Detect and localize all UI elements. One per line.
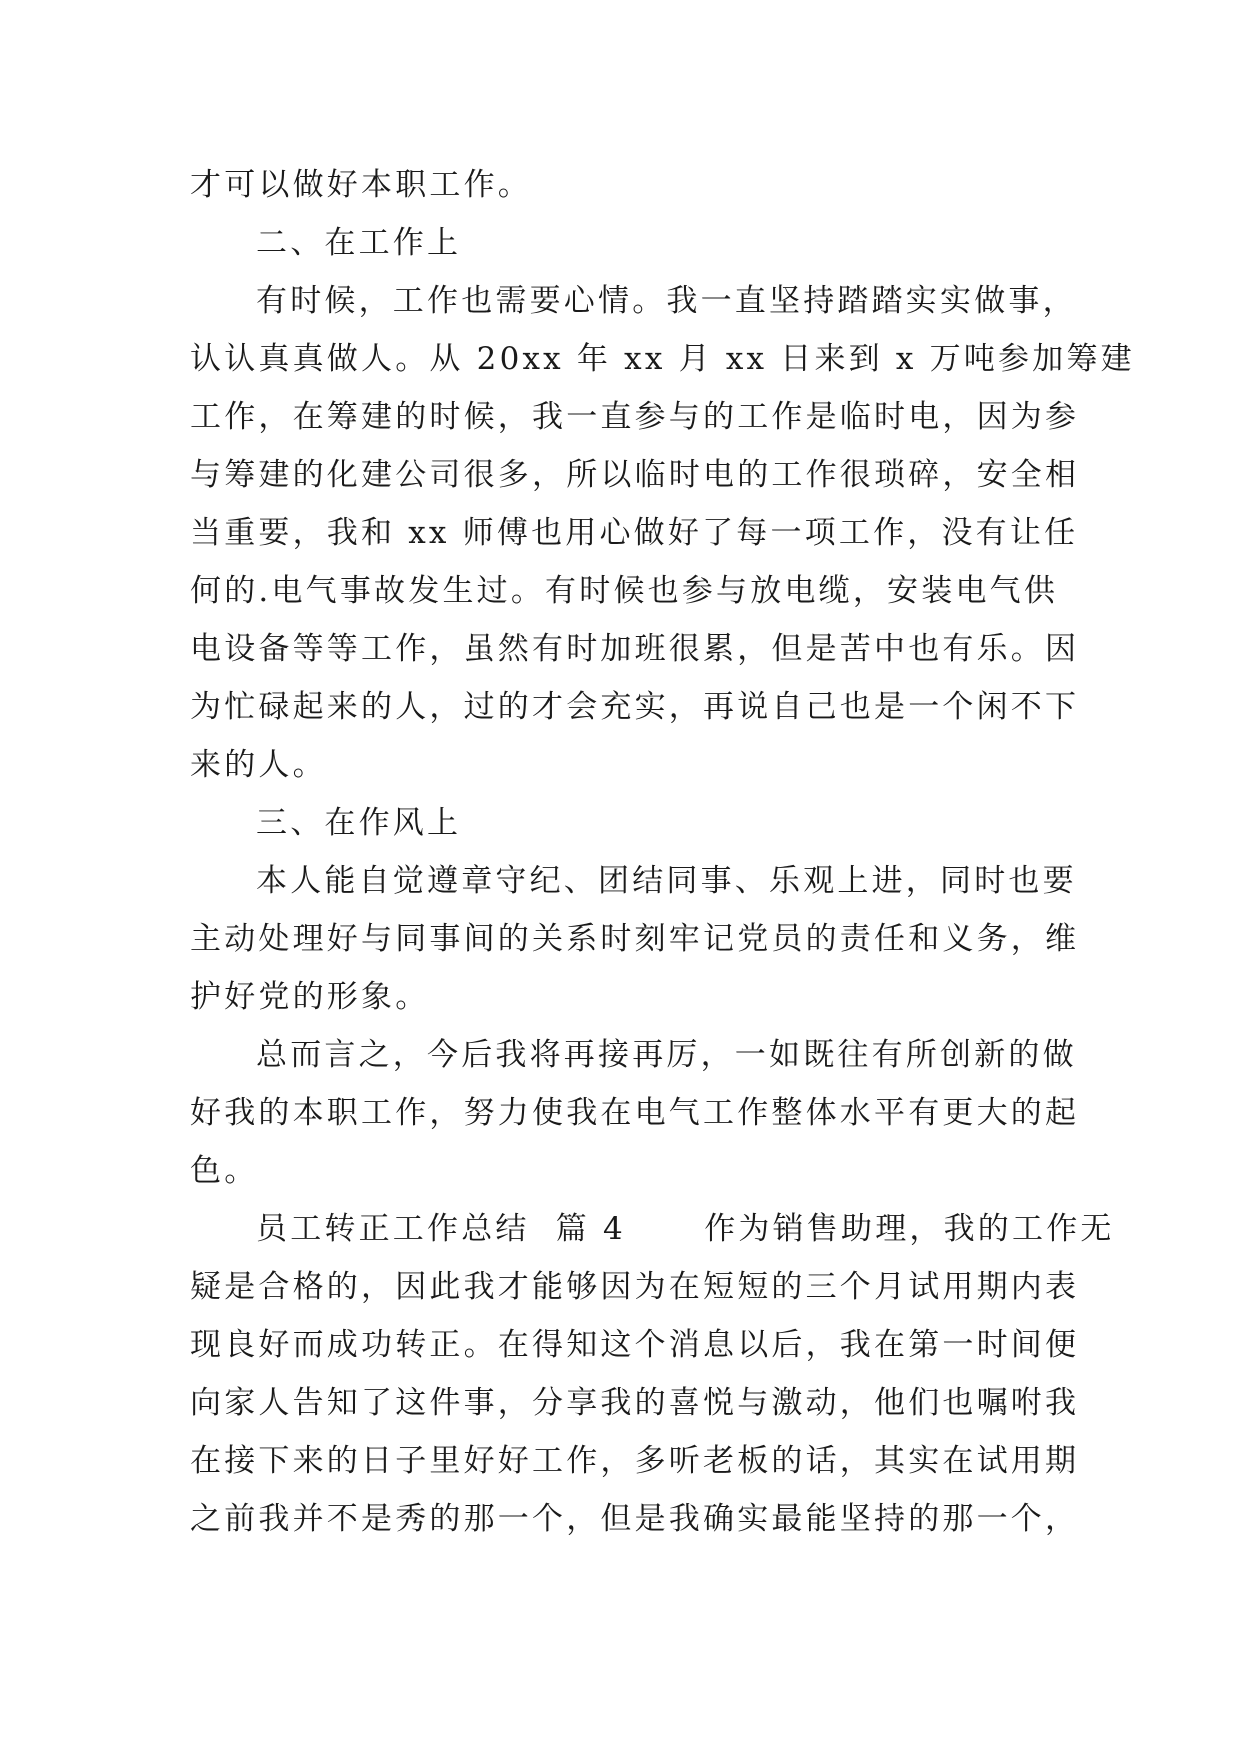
text-line: 色。 bbox=[190, 1153, 259, 1189]
text-line: 在接下来的日子里好好工作，多听老板的话，其实在试用期 bbox=[190, 1443, 1080, 1479]
text-line: 疑是合格的，因此我才能够因为在短短的三个月试用期内表 bbox=[190, 1269, 1080, 1305]
text-line: 总而言之，今后我将再接再厉，一如既往有所创新的做 bbox=[256, 1037, 1077, 1073]
section-heading: 二、在工作上 bbox=[256, 225, 462, 261]
text-line: 来的人。 bbox=[190, 747, 327, 783]
text-line: 有时候，工作也需要心情。我一直坚持踏踏实实做事， bbox=[256, 283, 1077, 319]
text-line: 当重要，我和 xx 师傅也用心做好了每一项工作，没有让任 bbox=[190, 515, 1079, 551]
text-line: 向家人告知了这件事，分享我的喜悦与激动，他们也嘱咐我 bbox=[190, 1385, 1080, 1421]
text-line: 认认真真做人。从 20xx 年 xx 月 xx 日来到 x 万吨参加筹建 bbox=[190, 341, 1135, 377]
text-line: 为忙碌起来的人，过的才会充实，再说自己也是一个闲不下 bbox=[190, 689, 1080, 725]
text-line: 电设备等等工作，虽然有时加班很累，但是苦中也有乐。因 bbox=[190, 631, 1080, 667]
text-line: 与筹建的化建公司很多，所以临时电的工作很琐碎，安全相 bbox=[190, 457, 1080, 493]
text-line: 现良好而成功转正。在得知这个消息以后，我在第一时间便 bbox=[190, 1327, 1080, 1363]
text-line: 本人能自觉遵章守纪、团结同事、乐观上进，同时也要 bbox=[256, 863, 1077, 899]
section-heading: 三、在作风上 bbox=[256, 805, 462, 841]
text-line: 护好党的形象。 bbox=[190, 979, 430, 1015]
text-line: 工作，在筹建的时候，我一直参与的工作是临时电，因为参 bbox=[190, 399, 1080, 435]
text-line: 何的.电气事故发生过。有时候也参与放电缆，安装电气供 bbox=[190, 573, 1059, 609]
text-line: 之前我并不是秀的那一个，但是我确实最能坚持的那一个， bbox=[190, 1501, 1080, 1537]
text-line: 主动处理好与同事间的关系时刻牢记党员的责任和义务，维 bbox=[190, 921, 1080, 957]
text-line: 才可以做好本职工作。 bbox=[190, 167, 532, 203]
text-line: 员工转正工作总结 篇 4 作为销售助理，我的工作无 bbox=[256, 1211, 1115, 1247]
text-line: 好我的本职工作，努力使我在电气工作整体水平有更大的起 bbox=[190, 1095, 1080, 1131]
